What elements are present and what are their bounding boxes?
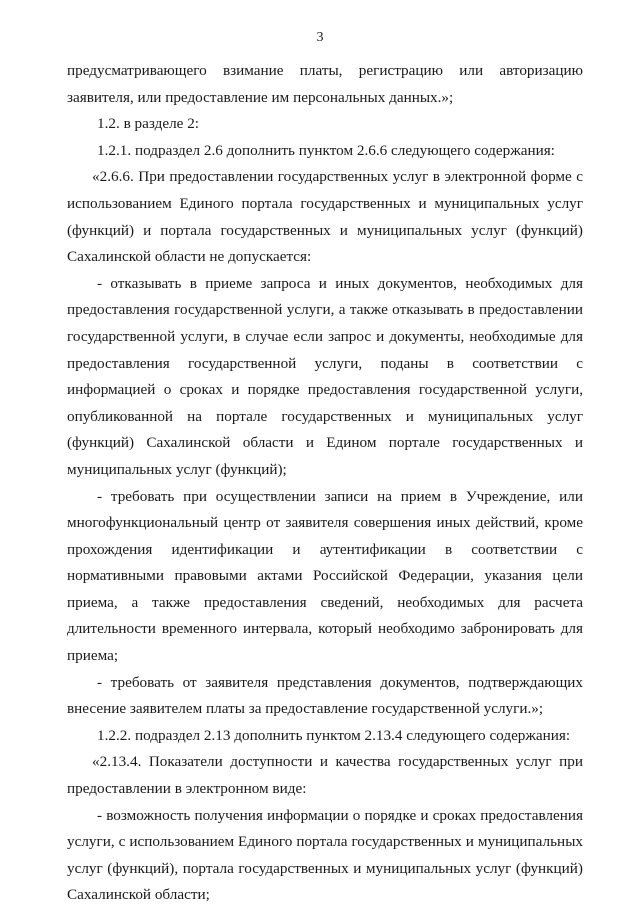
paragraph-item-2-13-4: «2.13.4. Показатели доступности и качества государственных услуг при предоставлении в электронном виде: <box>67 753 583 798</box>
paragraph-item-1-2-1: 1.2.1. подраздел 2.6 дополнить пунктом 2.6.6 следующего содержания: <box>97 141 555 159</box>
paragraph-bullet-information: - возможность получения информации о порядке и сроках предоставления услуги, с использованием Единого портала государственных и муниципальных услуг (функций), портала государственных и муниципальных услуг (функций) Сахалинской области; <box>67 806 583 904</box>
paragraph-bullet-refuse: - отказывать в приеме запроса и иных документов, необходимых для предоставления государственной услуги, а также отказывать в предоставлении государственной услуги, в случае если запрос и документы, необходимые для предоставления государственной услуги, поданы в соответствии с информацией о сроках и порядке предоставления государственной услуги, опубликованной на портале государственных и муниципальных услуг (функций) Сахалинской области и Едином портале государственных и муниципальных услуг (функций); <box>67 274 583 478</box>
paragraph-section-1-2: 1.2. в разделе 2: <box>97 115 200 133</box>
paragraph-bullet-payment: - требовать от заявителя представления документов, подтверждающих внесение заявителем платы за предоставление государственной услуги.»; <box>67 673 583 718</box>
paragraph-bullet-appointment: - требовать при осуществлении записи на прием в Учреждение, или многофункциональный центр от заявителя совершения иных действий, кроме прохождения идентификации и аутентификации в соответствии с нормативными правовыми актами Российской Федерации, указания цели приема, а также предоставления сведений, необходимых для расчета длительности временного интервала, который необходимо забронировать для приема; <box>67 487 583 665</box>
paragraph-continuation: предусматривающего взимание платы, регистрацию или авторизацию заявителя, или предоставление им персональных данных.»; <box>67 62 583 106</box>
page-number: 3 <box>316 30 324 45</box>
paragraph-item-1-2-2: 1.2.2. подраздел 2.13 дополнить пунктом 2.13.4 следующего содержания: <box>97 726 571 744</box>
document-body <box>67 58 583 909</box>
paragraph-item-2-6-6: «2.6.6. При предоставлении государственных услуг в электронной форме с использованием Единого портала государственных и муниципальных услуг (функций) и портала государственных и муниципальных услуг (функций) Сахалинской области не допускается: <box>67 168 583 266</box>
